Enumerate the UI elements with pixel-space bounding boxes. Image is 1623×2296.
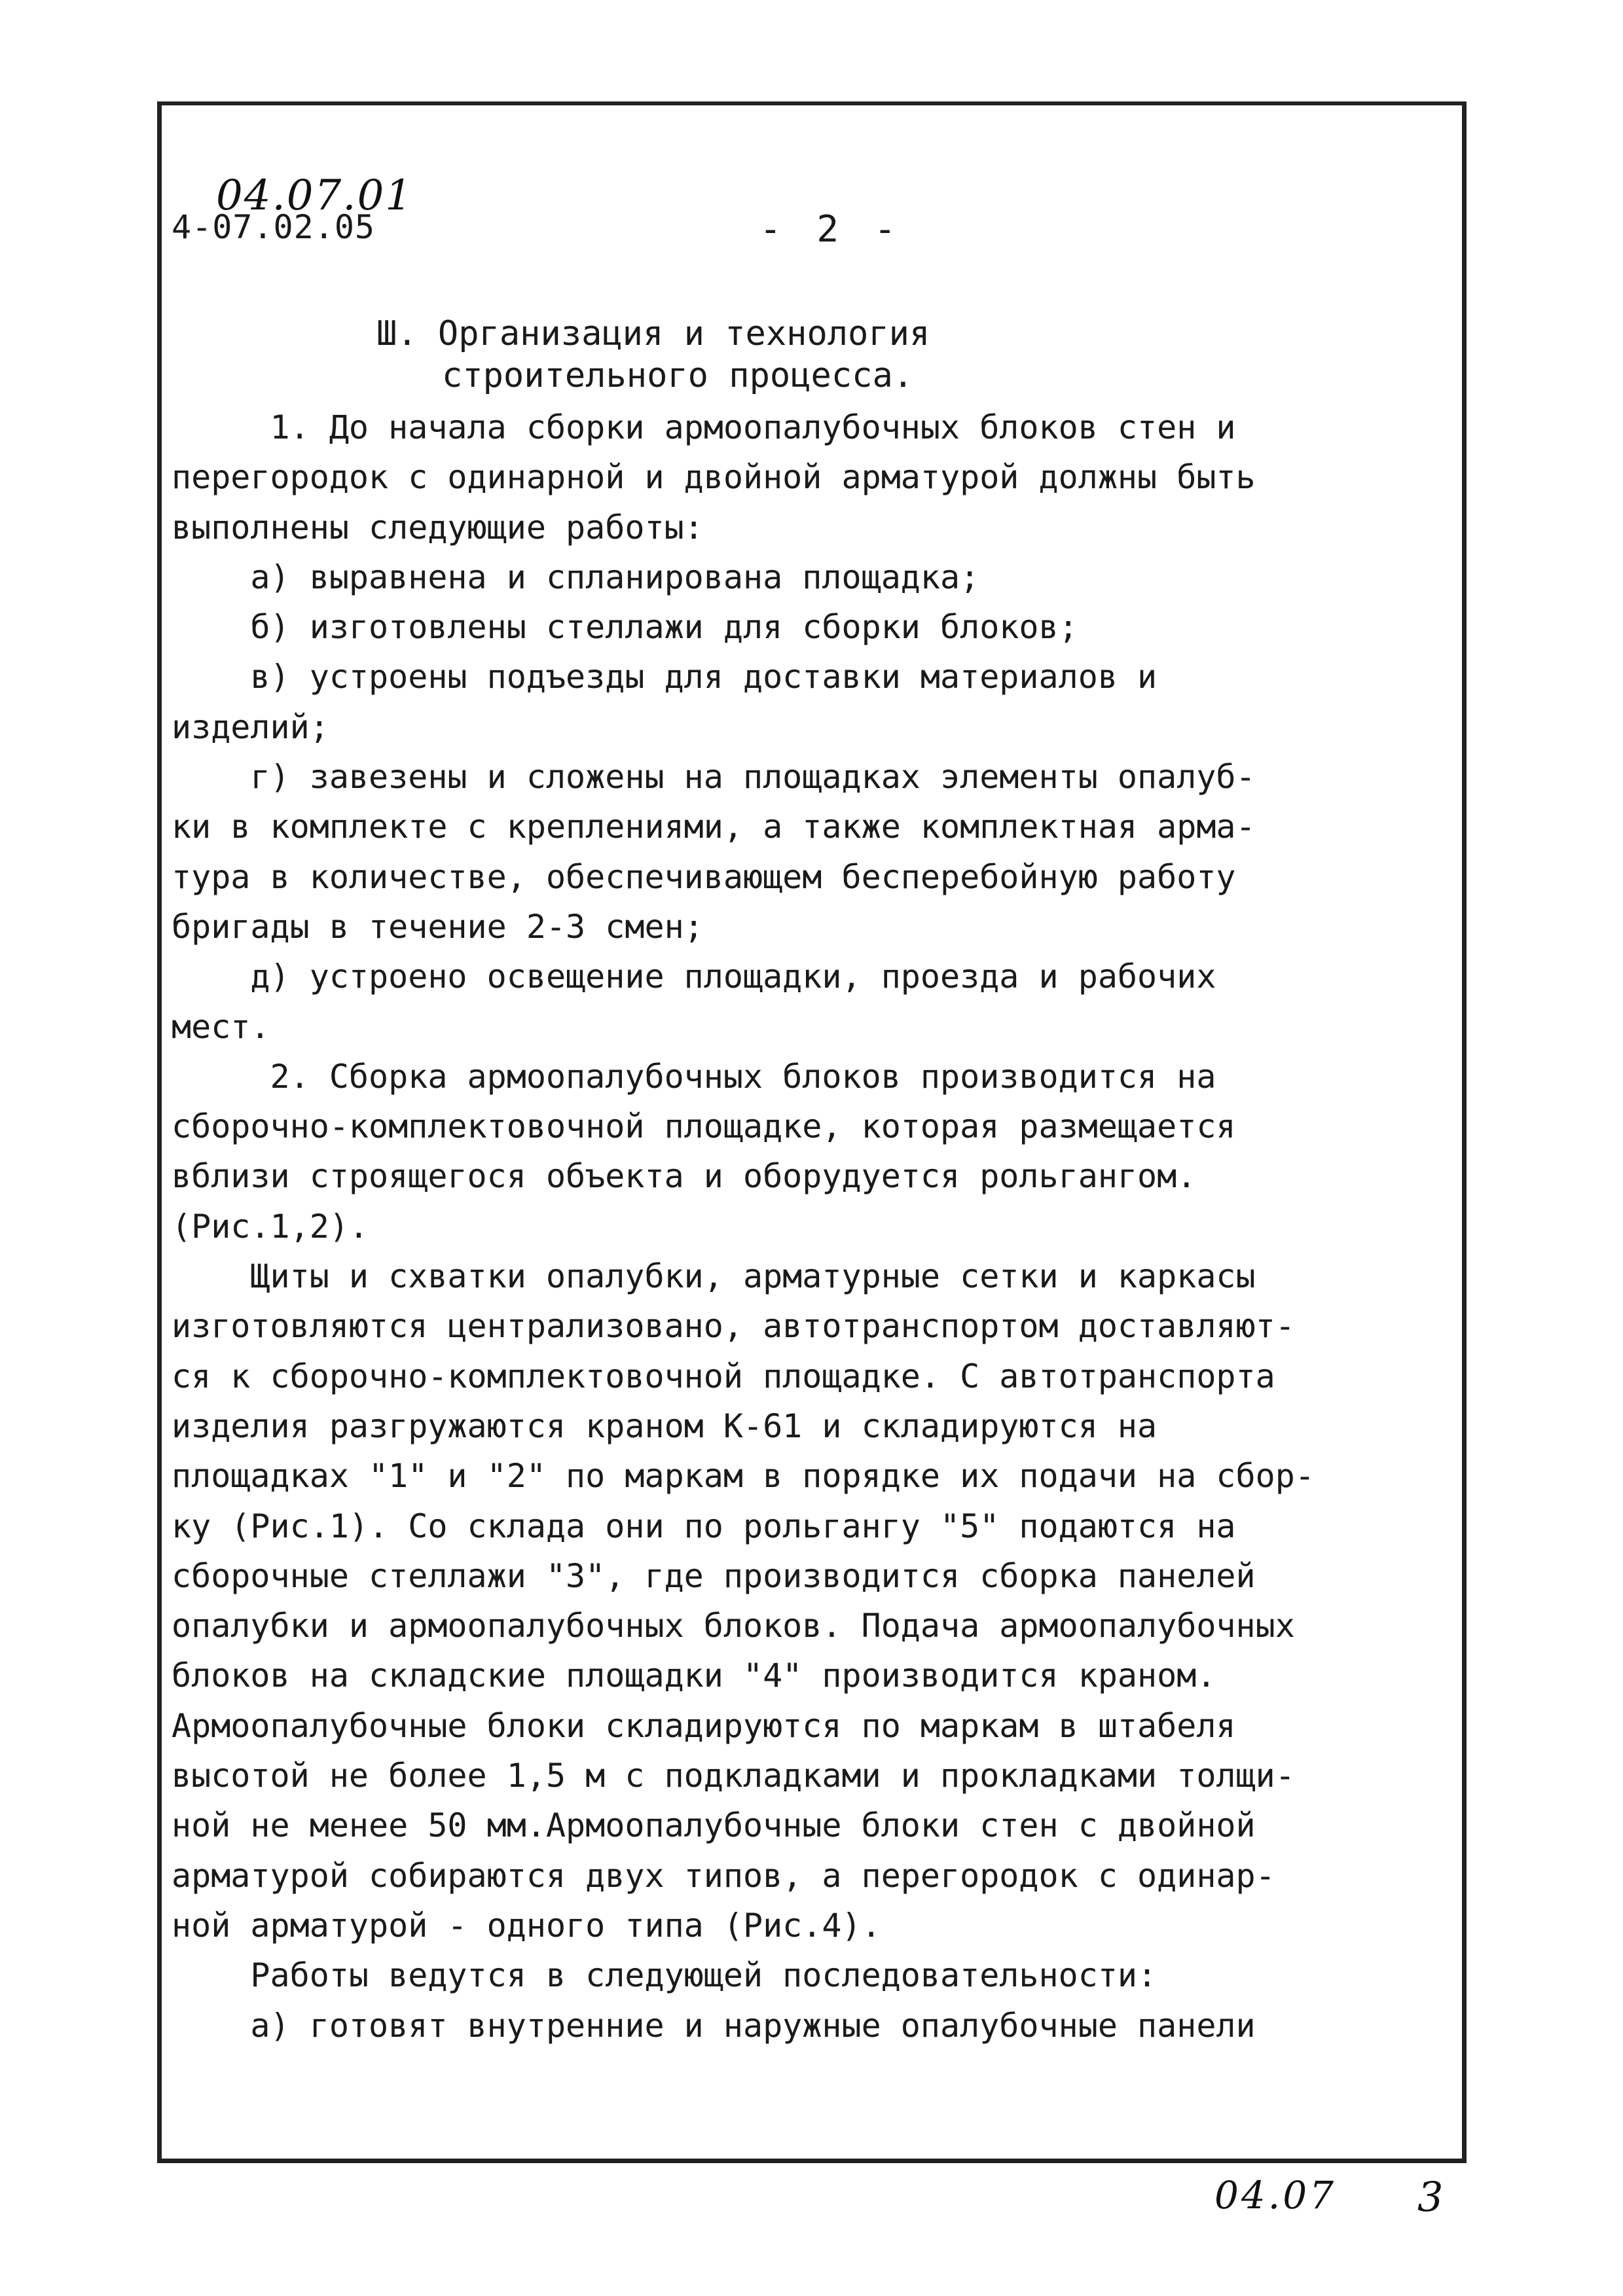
- document-code: 4-07.02.05: [172, 208, 376, 246]
- section-title: [376, 313, 930, 397]
- text-line: д) устроено освещение площадки, проезда и рабочих: [172, 958, 1216, 996]
- text-line: ной арматурой - одного типа (Рис.4).: [172, 1906, 881, 1945]
- page-number: - 2 -: [759, 208, 903, 251]
- text-line: изделий;: [172, 708, 329, 746]
- text-line: сборочные стеллажи "3", где производится сборка панелей: [172, 1556, 1256, 1595]
- text-line: выполнены следующие работы:: [172, 508, 704, 547]
- section-title-line2: строительного процесса.: [442, 356, 914, 395]
- text-line: тура в количестве, обеспечивающем бесперебойную работу: [172, 857, 1236, 896]
- text-line: ки в комплекте с креплениями, а также комплектная арма-: [172, 808, 1256, 846]
- section-title-line1: Ш. Организация и технология: [376, 314, 930, 353]
- handwritten-code: 04.07.01: [216, 171, 413, 220]
- text-line: 2. Сборка армоопалубочных блоков производится на: [172, 1057, 1216, 1096]
- text-line: а) выравнена и спланирована площадка;: [172, 558, 980, 596]
- text-line: в) устроены подъезды для доставки материалов и: [172, 658, 1158, 696]
- text-line: изготовляются централизовано, автотранспортом доставляют-: [172, 1307, 1295, 1346]
- text-line: ной не менее 50 мм.Армоопалубочные блоки стен с двойной: [172, 1806, 1256, 1845]
- text-line: Армоопалубочные блоки складируются по маркам в штабеля: [172, 1706, 1236, 1745]
- text-line: Работы ведутся в следующей последовательности:: [172, 1956, 1158, 1995]
- text-line: 1. До начала сборки армоопалубочных блоков стен и: [172, 408, 1236, 446]
- text-line: блоков на складские площадки "4" производится краном.: [172, 1657, 1216, 1695]
- text-line: Щиты и схватки опалубки, арматурные сетки и каркасы: [172, 1257, 1256, 1296]
- text-line: (Рис.1,2).: [172, 1207, 369, 1246]
- text-line: бригады в течение 2-3 смен;: [172, 907, 704, 946]
- text-line: изделия разгружаются краном К-61 и складируются на: [172, 1407, 1158, 1445]
- footer-handwritten-code: 04.07: [1214, 2173, 1337, 2217]
- text-line: опалубки и армоопалубочных блоков. Подача армоопалубочных: [172, 1607, 1295, 1645]
- text-line: сборочно-комплектовочной площадке, которая размещается: [172, 1107, 1236, 1146]
- text-line: ку (Рис.1). Со склада они по рольгангу "5" подаются на: [172, 1507, 1236, 1545]
- text-line: а) готовят внутренние и наружные опалубочные панели: [172, 2006, 1256, 2045]
- text-line: б) изготовлены стеллажи для сборки блоков;: [172, 608, 1078, 647]
- text-line: перегородок с одинарной и двойной арматурой должны быть: [172, 458, 1256, 497]
- text-line: высотой не более 1,5 м с подкладками и прокладками толщи-: [172, 1757, 1295, 1795]
- text-line: площадках "1" и "2" по маркам в порядке их подачи на сбор-: [172, 1457, 1315, 1496]
- text-line: ся к сборочно-комплектовочной площадке. С автотранспорта: [172, 1357, 1275, 1395]
- footer-sheet-number: 3: [1417, 2173, 1444, 2221]
- body-text: [172, 403, 1455, 2051]
- text-line: мест.: [172, 1007, 270, 1046]
- text-line: г) завезены и сложены на площадках элементы опалуб-: [172, 758, 1256, 797]
- text-line: вблизи строящегося объекта и оборудуется рольгангом.: [172, 1157, 1197, 1196]
- text-line: арматурой собираются двух типов, а перегородок с одинар-: [172, 1856, 1275, 1895]
